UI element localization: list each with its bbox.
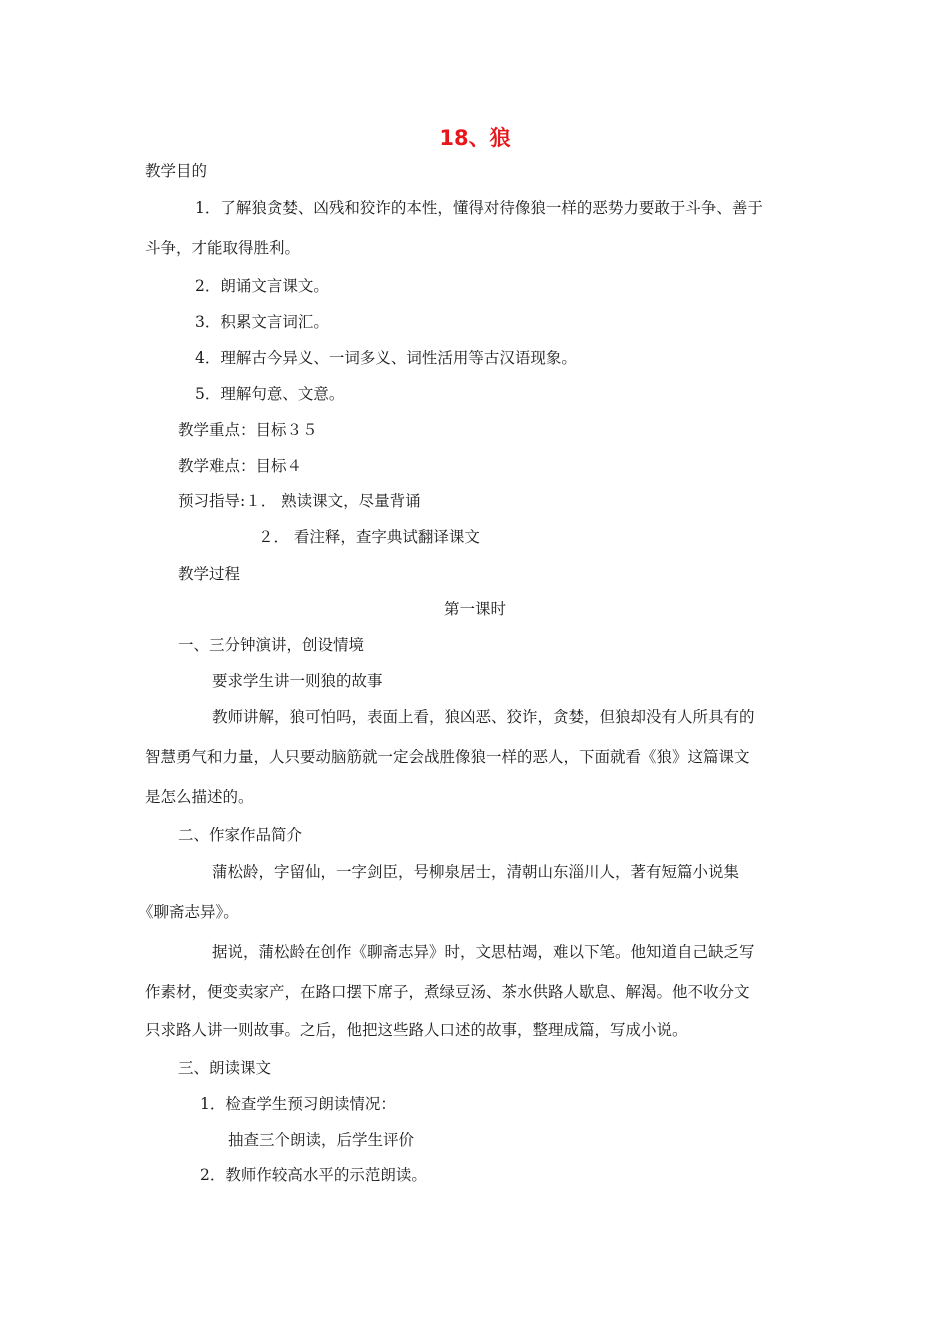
author-intro-line-2: 《聊斋志异》。 xyxy=(138,903,239,921)
section-heading-objectives: 教学目的 xyxy=(145,162,208,180)
objective-4: 4．理解古今异义、一词多义、词性活用等古汉语现象。 xyxy=(195,349,577,367)
reading-step-2: 2．教师作较高水平的示范朗读。 xyxy=(200,1166,427,1184)
reading-step-1: 1．检查学生预习朗读情况： xyxy=(200,1095,396,1113)
author-intro-line-1: 蒲松龄，字留仙，一字剑臣，号柳泉居士，清朝山东淄川人，著有短篇小说集 xyxy=(212,863,740,881)
objective-1-line-1: 1．了解狼贪婪、凶残和狡诈的本性，懂得对待像狼一样的恶势力要敢于斗争、善于 xyxy=(195,199,763,217)
document-title: 18、狼 xyxy=(439,126,511,150)
part-3-heading: 三、朗读课文 xyxy=(178,1059,272,1077)
teaching-focus: 教学重点：目标３５ xyxy=(178,421,318,439)
part-1-paragraph-line-1: 教师讲解，狼可怕吗，表面上看，狼凶恶、狡诈，贪婪，但狼却没有人所具有的 xyxy=(212,708,755,726)
part-1-paragraph-line-2: 智慧勇气和力量，人只要动脑筋就一定会战胜像狼一样的恶人，下面就看《狼》这篇课文 xyxy=(145,748,750,766)
objective-5: 5．理解句意、文意。 xyxy=(195,385,345,403)
objective-2: 2．朗诵文言课文。 xyxy=(195,277,329,295)
section-heading-process: 教学过程 xyxy=(178,565,241,583)
lesson-period-heading: 第一课时 xyxy=(443,600,506,618)
preview-guide-2: ２． 看注释，查字典试翻译课文 xyxy=(258,528,480,546)
reading-step-1-detail: 抽查三个朗读，后学生评价 xyxy=(228,1131,415,1149)
anecdote-line-2: 作素材，便变卖家产，在路口摆下席子，煮绿豆汤、茶水供路人歇息、解渴。他不收分文 xyxy=(145,983,750,1001)
part-1-requirement: 要求学生讲一则狼的故事 xyxy=(212,672,383,690)
part-1-heading: 一、三分钟演讲，创设情境 xyxy=(178,636,365,654)
preview-guide-1: 预习指导:１． 熟读课文，尽量背诵 xyxy=(178,492,421,510)
anecdote-line-3: 只求路人讲一则故事。之后，他把这些路人口述的故事，整理成篇，写成小说。 xyxy=(145,1021,688,1039)
anecdote-line-1: 据说，蒲松龄在创作《聊斋志异》时，文思枯竭，难以下笔。他知道自己缺乏写 xyxy=(212,943,755,961)
objective-1-line-2: 斗争，才能取得胜利。 xyxy=(145,239,301,257)
part-1-paragraph-line-3: 是怎么描述的。 xyxy=(145,788,254,806)
teaching-difficulty: 教学难点：目标４ xyxy=(178,457,303,475)
part-2-heading: 二、作家作品简介 xyxy=(178,826,303,844)
objective-3: 3．积累文言词汇。 xyxy=(195,313,329,331)
